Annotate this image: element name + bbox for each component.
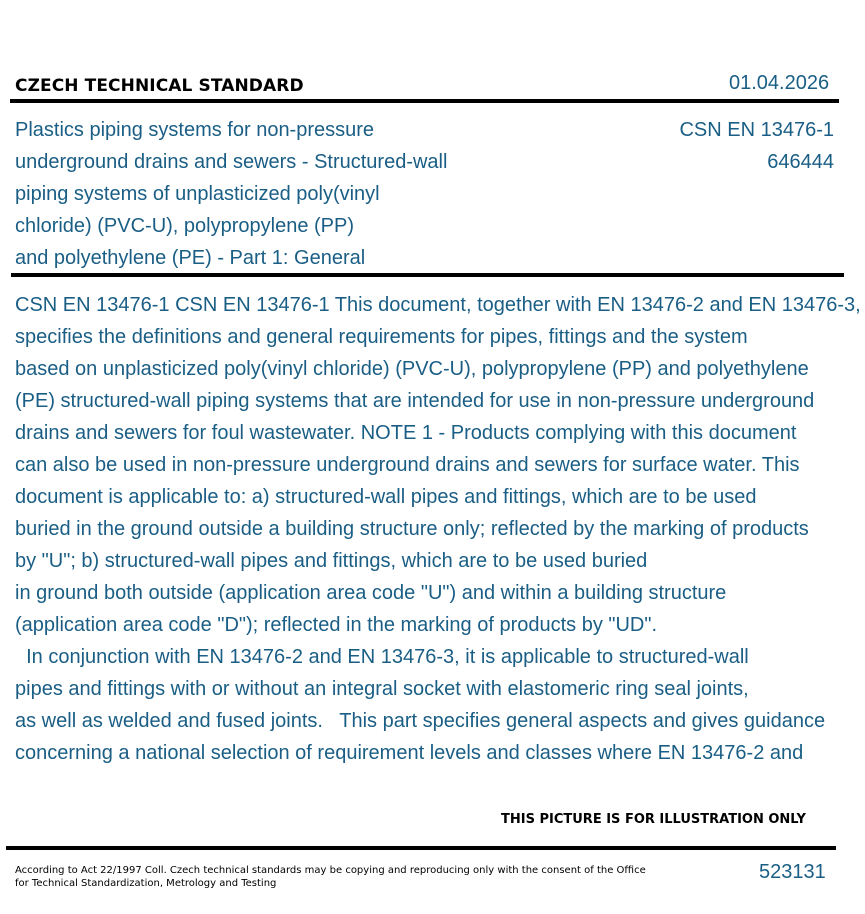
abstract-line: concerning a national selection of requirement levels and classes where EN 13476-2 and — [15, 742, 804, 764]
catalog-number: 646444 — [767, 151, 834, 173]
standard-code: CSN EN 13476-1 — [679, 119, 834, 141]
abstract-line: (application area code "D"); reflected in the marking of products by "UD". — [15, 614, 658, 636]
illustration-disclaimer: THIS PICTURE IS FOR ILLUSTRATION ONLY — [501, 812, 806, 827]
legal-notice — [15, 864, 646, 890]
standard-title-line: Plastics piping systems for non-pressure — [15, 119, 375, 141]
footer-code: 523131 — [759, 861, 826, 883]
standard-title-line: and polyethylene (PE) - Part 1: General — [15, 247, 366, 269]
legal-notice-line: for Technical Standardization, Metrology and Testing — [15, 878, 277, 889]
abstract-line: can also be used in non-pressure underground drains and sewers for surface water. This — [15, 454, 800, 476]
document-type-heading: CZECH TECHNICAL STANDARD — [15, 76, 304, 96]
abstract-line: buried in the ground outside a building structure only; reflected by the marking of products — [15, 518, 809, 540]
title-divider — [11, 273, 844, 277]
standard-title-line: underground drains and sewers - Structured-wall — [15, 151, 448, 173]
standard-identifiers — [679, 114, 834, 178]
abstract-line: based on unplasticized poly(vinyl chloride) (PVC-U), polypropylene (PP) and polyethylene — [15, 358, 809, 380]
header-divider — [10, 99, 839, 103]
abstract-line: (PE) structured-wall piping systems that are intended for use in non-pressure underground — [15, 390, 815, 412]
legal-notice-line: According to Act 22/1997 Coll. Czech technical standards may be copying and reproducing only with the consent of the Office — [15, 865, 646, 876]
standard-title-line: piping systems of unplasticized poly(vinyl — [15, 183, 380, 205]
abstract-line: specifies the definitions and general requirements for pipes, fittings and the system — [15, 326, 748, 348]
footer-divider — [6, 846, 836, 850]
abstract-line: In conjunction with EN 13476-2 and EN 13476-3, it is applicable to structured-wall — [15, 646, 749, 668]
standard-title — [15, 114, 495, 274]
abstract-line: pipes and fittings with or without an integral socket with elastomeric ring seal joints, — [15, 678, 749, 700]
abstract-line: as well as welded and fused joints. This part specifies general aspects and gives guidance — [15, 710, 826, 732]
abstract-line: CSN EN 13476-1 CSN EN 13476-1 This document, together with EN 13476-2 and EN 13476-3, — [15, 294, 861, 316]
abstract-line: by "U"; b) structured-wall pipes and fittings, which are to be used buried — [15, 550, 648, 572]
abstract-line: drains and sewers for foul wastewater. NOTE 1 - Products complying with this document — [15, 422, 797, 444]
abstract-line: in ground both outside (application area code "U") and within a building structure — [15, 582, 727, 604]
abstract-line: document is applicable to: a) structured-wall pipes and fittings, which are to be used — [15, 486, 757, 508]
publication-date: 01.04.2026 — [729, 72, 830, 94]
standard-title-line: chloride) (PVC-U), polypropylene (PP) — [15, 215, 355, 237]
abstract-text — [15, 289, 865, 769]
